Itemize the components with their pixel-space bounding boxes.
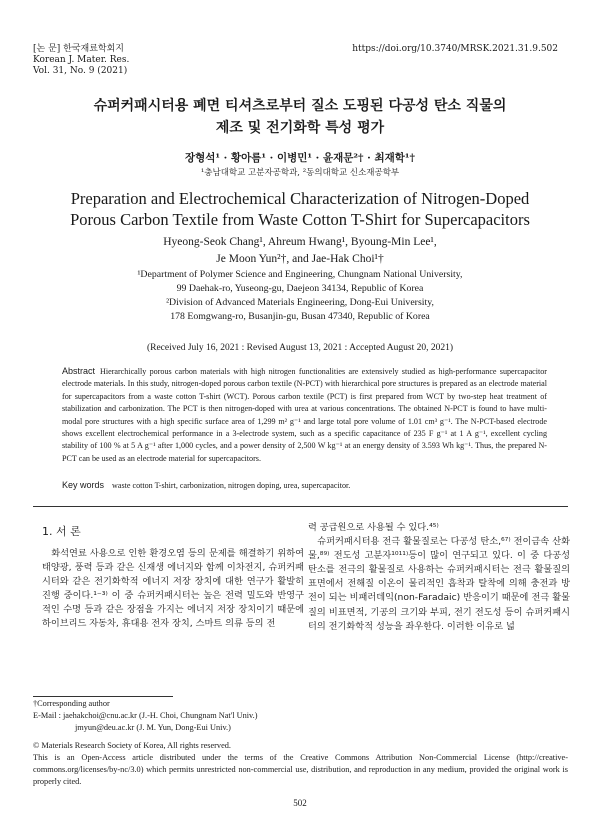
section-divider (33, 506, 568, 507)
english-title-line2: Porous Carbon Textile from Waste Cotton T-Shirt for Supercapacitors (70, 210, 530, 229)
paragraph: 슈퍼커패시터용 전극 활물질로는 다공성 탄소,⁶⁷⁾ 전이금속 산화물,⁸⁹⁾ 전도성 고분자¹⁰¹¹⁾등이 많이 연구되고 있다. 이 중 다공성 탄소를 전극의 활물질로 사용하는 슈퍼커패시터는 전극 활물질의 표면에서 전해질 이온이 물리적인 흡착과 탈착에 의해 충전과 방전이 되는 비패러데익(non-Faradaic) 반응이기 때문에 전극 활물질의 비표면적, 기공의 크기와 부피, 전기 전도성 등이 슈퍼커패시터의 전기화학적 성능을 좌우한다. 이러한 이유로 넓 (308, 536, 570, 632)
english-title-line1: Preparation and Electrochemical Characterization of Nitrogen-Doped (70, 189, 530, 208)
paragraph: 화석연료 사용으로 인한 환경오염 등의 문제를 해결하기 위하여 태양광, 풍력 등과 같은 신재생 에너지와 함께 이차전지, 슈퍼커패시터와 같은 전기화학적 에너지 저장 장치에 대한 연구가 활발히 진행 중이다.¹⁻³⁾ 이 중 슈퍼커패시터는 높은 전력 밀도와 반영구적인 수명 등과 같은 장점을 가지는 에너지 저장 장치이기 때문에 하이브리드 자동차, 휴대용 전자 장치, 스마트 의류 등의 전 (42, 548, 304, 630)
affiliation-2-line1: ²Division of Advanced Materials Engineering, Dong-Eui University, (166, 297, 434, 308)
korean-title-line1: 슈퍼커패시터용 폐면 티셔츠로부터 질소 도핑된 다공성 탄소 직물의 (93, 98, 507, 114)
corresponding-author: †Corresponding author (33, 699, 110, 708)
footnote (33, 698, 303, 734)
affiliation-2-line2: 178 Eomgwang-ro, Busanjin-gu, Busan 47340, Republic of Korea (170, 311, 430, 322)
section-heading: 1. 서 론 (42, 525, 81, 538)
english-title (30, 188, 570, 230)
affiliation-1-line1: ¹Department of Polymer Science and Engineering, Chungnam National University, (137, 269, 463, 280)
copyright-line: © Materials Research Society of Korea, All rights reserved. (33, 741, 231, 750)
keywords-text: waste cotton T-shirt, carbonization, nitrogen doping, urea, supercapacitor. (112, 481, 351, 490)
copyright-notice (33, 740, 568, 788)
english-affiliations (40, 268, 560, 324)
english-authors-line2: Je Moon Yun²†, and Jae-Hak Choi¹† (216, 253, 384, 265)
journal-name-en: Korean J. Mater. Res. (33, 55, 130, 65)
footnote-divider (33, 696, 173, 697)
email-line-1[interactable]: E-Mail : jaehakchoi@cnu.ac.kr (J.-H. Choi, Chungnam Nat'l Univ.) (33, 711, 258, 720)
english-authors-line1: Hyeong-Seok Chang¹, Ahreum Hwang¹, Byoung-Min Lee¹, (163, 236, 437, 248)
paragraph: 력 공급원으로 사용될 수 있다.⁴⁵⁾ (308, 522, 439, 533)
doi-link[interactable]: https://doi.org/10.3740/MRSK.2021.31.9.502 (352, 44, 558, 54)
english-authors (40, 234, 560, 268)
korean-title (40, 95, 560, 139)
korean-title-line2: 제조 및 전기화학 특성 평가 (215, 120, 385, 136)
affiliation-1-line2: 99 Daehak-ro, Yuseong-gu, Daejeon 34134, Republic of Korea (176, 283, 424, 294)
journal-header (33, 44, 129, 77)
keywords (62, 480, 547, 490)
abstract (62, 365, 547, 465)
body-column-left (42, 547, 304, 632)
korean-affiliation: ¹충남대학교 고분자공학과, ²동의대학교 신소재공학부 (200, 168, 400, 178)
received-dates: (Received July 16, 2021 : Revised August 13, 2021 : Accepted August 20, 2021) (146, 343, 454, 353)
journal-name-kr: [논 문] 한국재료학회지 (33, 44, 124, 54)
volume-info: Vol. 31, No. 9 (2021) (33, 66, 128, 76)
license-text: This is an Open-Access article distributed under the terms of the Creative Commons Attribution Non-Commercial License (http://creative-commons.org/licenses/by-nc/3.0) which permits unrestricted non-commercial use, distribution, and reproduction in any medium, provided the original work is properly cited. (33, 753, 568, 786)
abstract-label: Abstract (62, 366, 96, 376)
email-line-2[interactable]: jmyun@deu.ac.kr (J. M. Yun, Dong-Eui Univ.) (75, 723, 231, 732)
body-column-right (308, 521, 570, 634)
korean-authors: 장형석¹ · 황아름¹ · 이병민¹ · 윤재문²† · 최재학¹† (185, 152, 415, 164)
abstract-text: Hierarchically porous carbon materials with high nitrogen functionalities are extensively studied as high-performance supercapacitor electrode materials. In this study, nitrogen-doped porous carbon textile (N-PCT) with hierarchical pore structures is prepared as an electrode material for supercapacitors from a waste cotton T-shirt (WCT). Porous carbon textile (PCT) is first prepared from WCT by two-step heat treatment of stabilization and carbonization. The PCT is then nitrogen-doped with urea at various concentrations. The obtained N-PCT is found to have multi-modal pore structures with a high specific surface area of 1,299 m² g⁻¹ and large total pore volume of 1.01 cm³ g⁻¹. The N-PCT-based electrode shows excellent electrochemical performance in a 3-electrode system, such as a specific capacitance of 235 F g⁻¹ at 1 A g⁻¹, excellent cycling stability of 100 % at 5 A g⁻¹ after 1,000 cycles, and a power density of 2,500 W kg⁻¹ at an energy density of 3.593 Wh kg⁻¹. Thus, the prepared N-PCT can be used as an electrode material for supercapacitors. (62, 367, 547, 463)
page-number: 502 (293, 798, 307, 808)
keywords-label: Key words (62, 480, 105, 490)
